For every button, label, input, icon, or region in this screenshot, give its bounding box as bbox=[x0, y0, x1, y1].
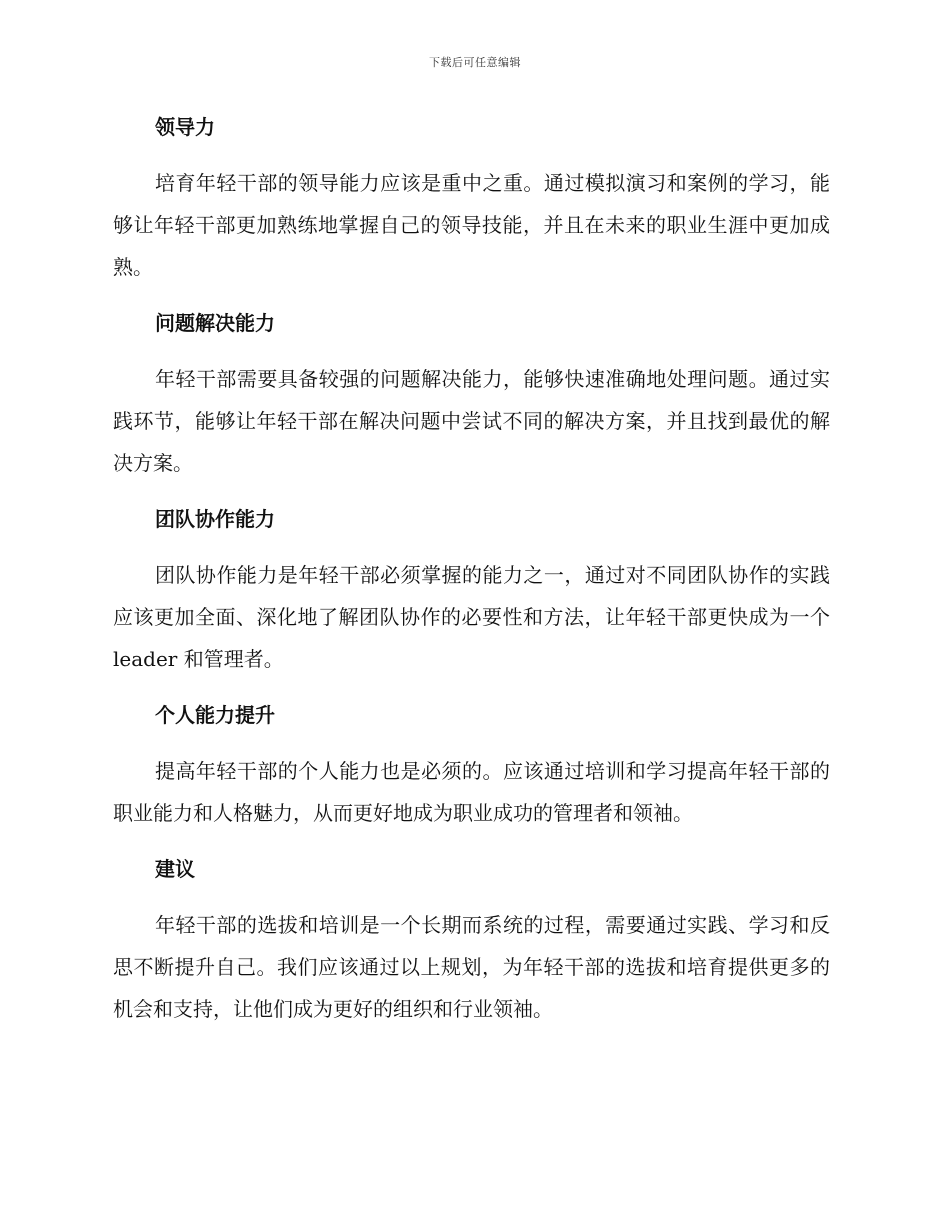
section-heading: 建议 bbox=[155, 857, 195, 881]
section-heading: 团队协作能力 bbox=[155, 507, 275, 531]
section-heading: 个人能力提升 bbox=[155, 703, 275, 727]
section-heading: 领导力 bbox=[155, 115, 215, 139]
section-heading: 问题解决能力 bbox=[155, 311, 275, 335]
document-body bbox=[113, 110, 830, 1048]
section-problem-solving bbox=[113, 306, 830, 484]
section-personal-growth bbox=[113, 698, 830, 834]
section-teamwork bbox=[113, 502, 830, 680]
section-leadership bbox=[113, 110, 830, 288]
section-recommendations bbox=[113, 852, 830, 1030]
section-paragraph: 年轻干部的选拔和培训是一个长期而系统的过程，需要通过实践、学习和反思不断提升自己。我们应该通过以上规划，为年轻干部的选拔和培育提供更多的机会和支持，让他们成为更好的组织和行业领袖。 bbox=[113, 913, 830, 1021]
header-note: 下载后可任意编辑 bbox=[429, 56, 521, 69]
section-paragraph: 培育年轻干部的领导能力应该是重中之重。通过模拟演习和案例的学习，能够让年轻干部更加熟练地掌握自己的领导技能，并且在未来的职业生涯中更加成熟。 bbox=[113, 171, 830, 279]
section-paragraph: 年轻干部需要具备较强的问题解决能力，能够快速准确地处理问题。通过实践环节，能够让年轻干部在解决问题中尝试不同的解决方案，并且找到最优的解决方案。 bbox=[113, 367, 830, 475]
section-paragraph: 提高年轻干部的个人能力也是必须的。应该通过培训和学习提高年轻干部的职业能力和人格魅力，从而更好地成为职业成功的管理者和领袖。 bbox=[113, 759, 830, 825]
section-paragraph: 团队协作能力是年轻干部必须掌握的能力之一，通过对不同团队协作的实践应该更加全面、深化地了解团队协作的必要性和方法，让年轻干部更快成为一个 leader 和管理者。 bbox=[113, 563, 830, 671]
